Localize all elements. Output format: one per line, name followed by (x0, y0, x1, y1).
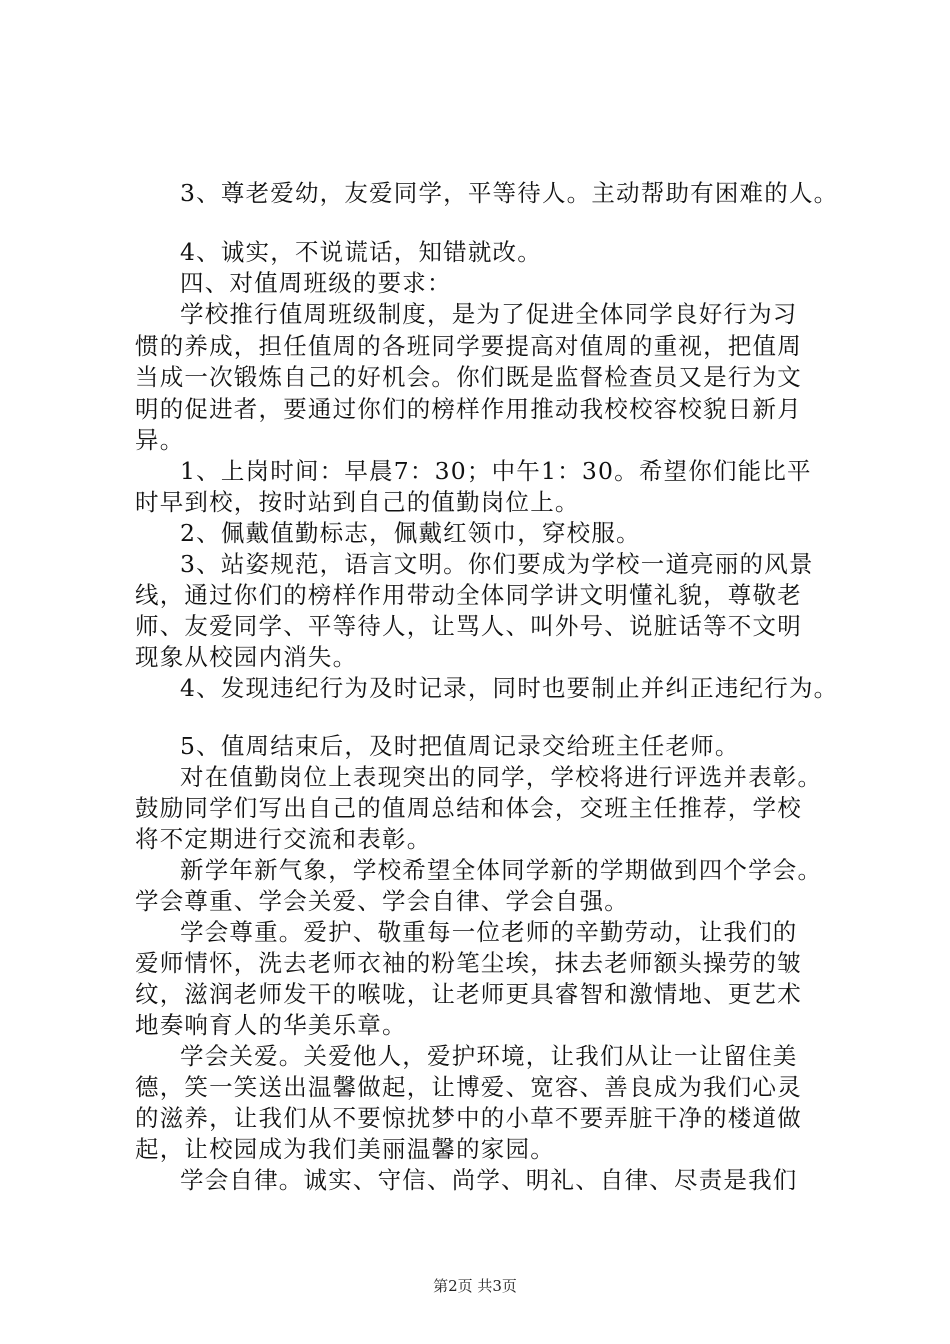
text-line: 德，笑一笑送出温馨做起，让博爱、宽容、善良成为我们心灵 (135, 1073, 802, 1101)
text-line: 地奏响育人的华美乐章。 (135, 1011, 407, 1039)
text-line: 现象从校园内消失。 (135, 643, 358, 671)
text-line: 5、值周结束后，及时把值周记录交给班主任老师。 (180, 732, 740, 760)
text-line: 学会尊重、学会关爱、学会自律、学会自强。 (135, 887, 629, 915)
text-line: 学校推行值周班级制度，是为了促进全体同学良好行为习 (180, 300, 798, 328)
text-line: 学会自律。诚实、守信、尚学、明礼、自律、尽责是我们 (180, 1166, 798, 1194)
text-line: 起，让校园成为我们美丽温馨的家园。 (135, 1135, 555, 1163)
text-line: 师、友爱同学、平等待人，让骂人、叫外号、说脏话等不文明 (135, 612, 802, 640)
text-line: 四、对值周班级的要求： (180, 269, 452, 297)
text-line: 明的促进者，要通过你们的榜样作用推动我校校容校貌日新月 (135, 395, 802, 423)
page-footer (0, 1276, 950, 1296)
text-line: 异。 (135, 426, 185, 454)
text-line: 1、上岗时间：早晨7：30；中午1：30。希望你们能比平 (180, 457, 812, 485)
text-line: 当成一次锻炼自己的好机会。你们既是监督检查员又是行为文 (135, 363, 802, 391)
text-line: 4、发现违纪行为及时记录，同时也要制止并纠正违纪行为。 (180, 674, 839, 702)
text-line: 对在值勤岗位上表现突出的同学，学校将进行评选并表彰。 (180, 763, 823, 791)
text-line: 将不定期进行交流和表彰。 (135, 825, 432, 853)
text-line: 3、站姿规范，语言文明。你们要成为学校一道亮丽的风景 (180, 550, 814, 578)
text-line: 学会关爱。关爱他人，爱护环境，让我们从让一让留住美 (180, 1042, 798, 1070)
text-line: 时早到校，按时站到自己的值勤岗位上。 (135, 488, 580, 516)
text-line: 2、佩戴值勤标志，佩戴红领巾，穿校服。 (180, 519, 641, 547)
text-line: 纹，滋润老师发干的喉咙，让老师更具睿智和激情地、更艺术 (135, 980, 802, 1008)
text-line: 3、尊老爱幼，友爱同学，平等待人。主动帮助有困难的人。 (180, 179, 839, 207)
text-line: 爱师情怀，洗去老师衣袖的粉笔尘埃，抹去老师额头操劳的皱 (135, 949, 802, 977)
text-line: 新学年新气象，学校希望全体同学新的学期做到四个学会。 (180, 856, 823, 884)
page-number: 第2页 共3页 (433, 1277, 517, 1295)
text-line: 4、诚实，不说谎话，知错就改。 (180, 238, 542, 266)
text-line: 的滋养，让我们从不要惊扰梦中的小草不要弄脏干净的楼道做 (135, 1104, 802, 1132)
text-line: 学会尊重。爱护、敬重每一位老师的辛勤劳动，让我们的 (180, 918, 798, 946)
text-line: 鼓励同学们写出自己的值周总结和体会，交班主任推荐，学校 (135, 794, 802, 822)
text-line: 线，通过你们的榜样作用带动全体同学讲文明懂礼貌，尊敬老 (135, 581, 802, 609)
text-line: 惯的养成，担任值周的各班同学要提高对值周的重视，把值周 (135, 332, 802, 360)
